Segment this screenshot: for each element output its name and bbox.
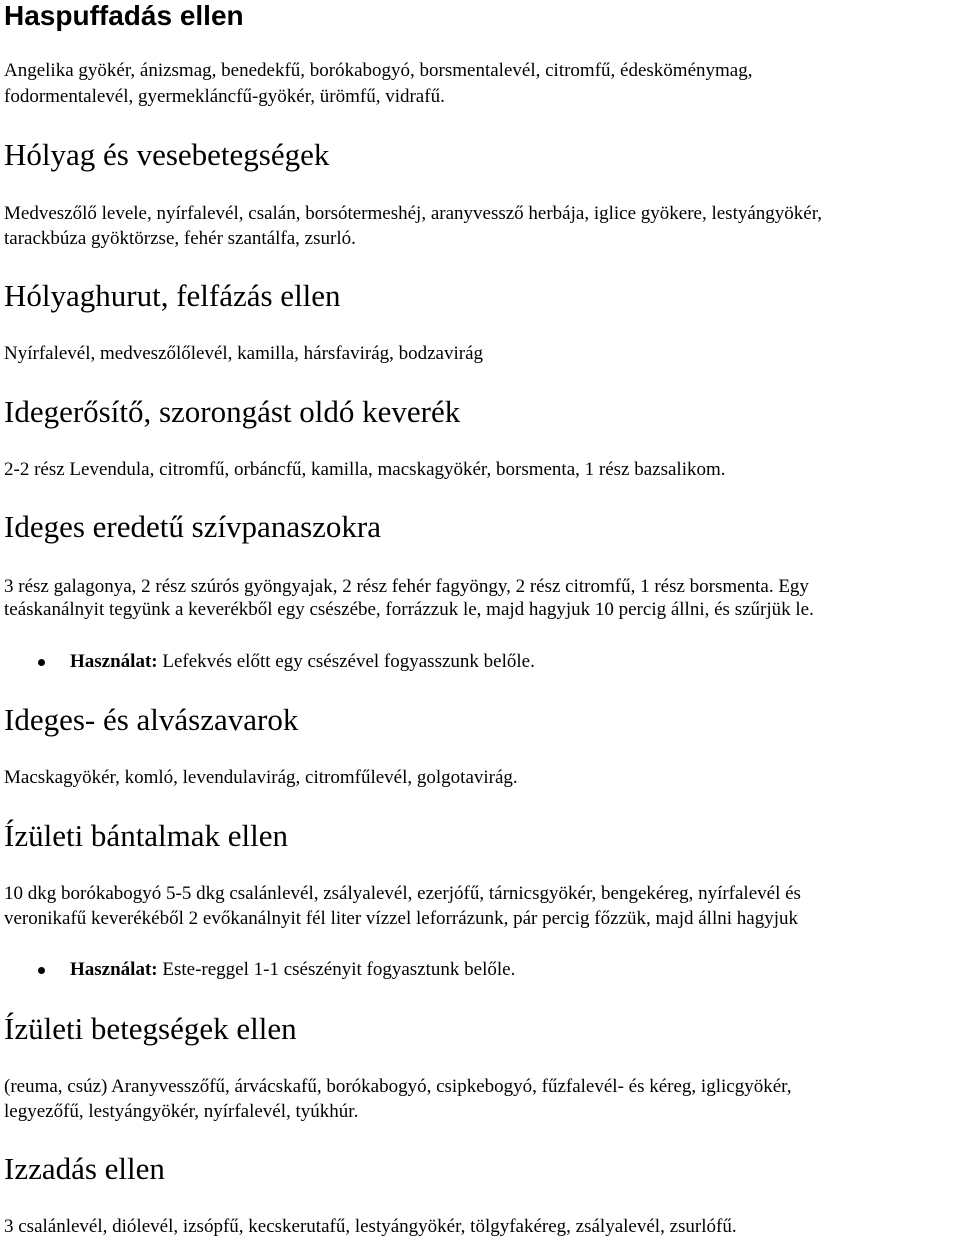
section-body-line: Macskagyökér, komló, levendulavirág, citromfűlevél, golgotavirág. bbox=[4, 767, 518, 788]
usage-text: Este-reggel 1-1 csészényit fogyasztunk belőle. bbox=[157, 959, 516, 980]
section-title-idegerosito: Idegerősítő, szorongást oldó keverék bbox=[4, 394, 461, 429]
list-bullet bbox=[38, 967, 45, 974]
usage-list-item bbox=[70, 957, 515, 983]
section-body-line: legyezőfű, lestyángyökér, nyírfalevél, tyúkhúr. bbox=[4, 1101, 359, 1122]
section-body-line: 3 csalánlevél, diólevél, izsópfű, kecskerutafű, lestyángyökér, tölgyfakéreg, zsályalevél, zsurlófű. bbox=[4, 1216, 737, 1237]
section-body-line: veronikafű keverékéből 2 evőkanálnyit fél liter vízzel leforrázunk, pár percig főzzük, majd állni hagyjuk bbox=[4, 908, 798, 929]
list-bullet bbox=[38, 659, 45, 666]
usage-label: Használat: bbox=[70, 959, 158, 980]
section-body-line: tarackbúza gyöktörzse, fehér szantálfa, zsurló. bbox=[4, 228, 356, 249]
section-title-alvaszavar: Ideges- és alvászavarok bbox=[4, 702, 299, 737]
usage-label: Használat: bbox=[70, 651, 158, 672]
usage-list-item bbox=[70, 649, 535, 675]
section-title-szivpanasz: Ideges eredetű szívpanaszokra bbox=[4, 509, 381, 544]
section-title-izuleti-betegsegek: Ízületi betegségek ellen bbox=[4, 1011, 297, 1046]
section-title-izzadas: Izzadás ellen bbox=[4, 1151, 165, 1186]
section-body-line: Angelika gyökér, ánizsmag, benedekfű, borókabogyó, borsmentalevél, citromfű, édesköménymag, bbox=[4, 60, 753, 81]
section-body-line: fodormentalevél, gyermekláncfű-gyökér, ürömfű, vidrafű. bbox=[4, 86, 445, 107]
section-title-holyag-vese: Hólyag és vesebetegségek bbox=[4, 137, 330, 172]
section-title-izuleti-bantalmak: Ízületi bántalmak ellen bbox=[4, 818, 289, 853]
section-body-line: Nyírfalevél, medveszőlőlevél, kamilla, hársfavirág, bodzavirág bbox=[4, 343, 484, 364]
section-title-holyaghurut: Hólyaghurut, felfázás ellen bbox=[4, 278, 341, 313]
section-body-line: (reuma, csúz) Aranyvesszőfű, árvácskafű, borókabogyó, csipkebogyó, fűzfalevél- és kéreg, iglicgyökér, bbox=[4, 1076, 792, 1097]
section-body-line: Medveszőlő levele, nyírfalevél, csalán, borsótermeshéj, aranyvessző herbája, iglice gyökere, lestyángyökér, bbox=[4, 203, 823, 224]
section-body-line: 2-2 rész Levendula, citromfű, orbáncfű, kamilla, macskagyökér, borsmenta, 1 rész bazsalikom. bbox=[4, 459, 726, 480]
usage-text: Lefekvés előtt egy csészével fogyasszunk belőle. bbox=[157, 651, 535, 672]
section-body-line: 10 dkg borókabogyó 5-5 dkg csalánlevél, zsályalevél, ezerjófű, tárnicsgyökér, bengekéreg, nyírfalevél és bbox=[4, 883, 801, 904]
section-title-haspuffadas: Haspuffadás ellen bbox=[4, 0, 244, 31]
section-body-line: 3 rész galagonya, 2 rész szúrós gyöngyajak, 2 rész fehér fagyöngy, 2 rész citromfű, 1 rész borsmenta. Egy bbox=[4, 576, 809, 597]
section-body-line: teáskanálnyit tegyünk a keverékből egy csészébe, forrázzuk le, majd hagyjuk 10 percig állni, és szűrjük le. bbox=[4, 599, 814, 620]
